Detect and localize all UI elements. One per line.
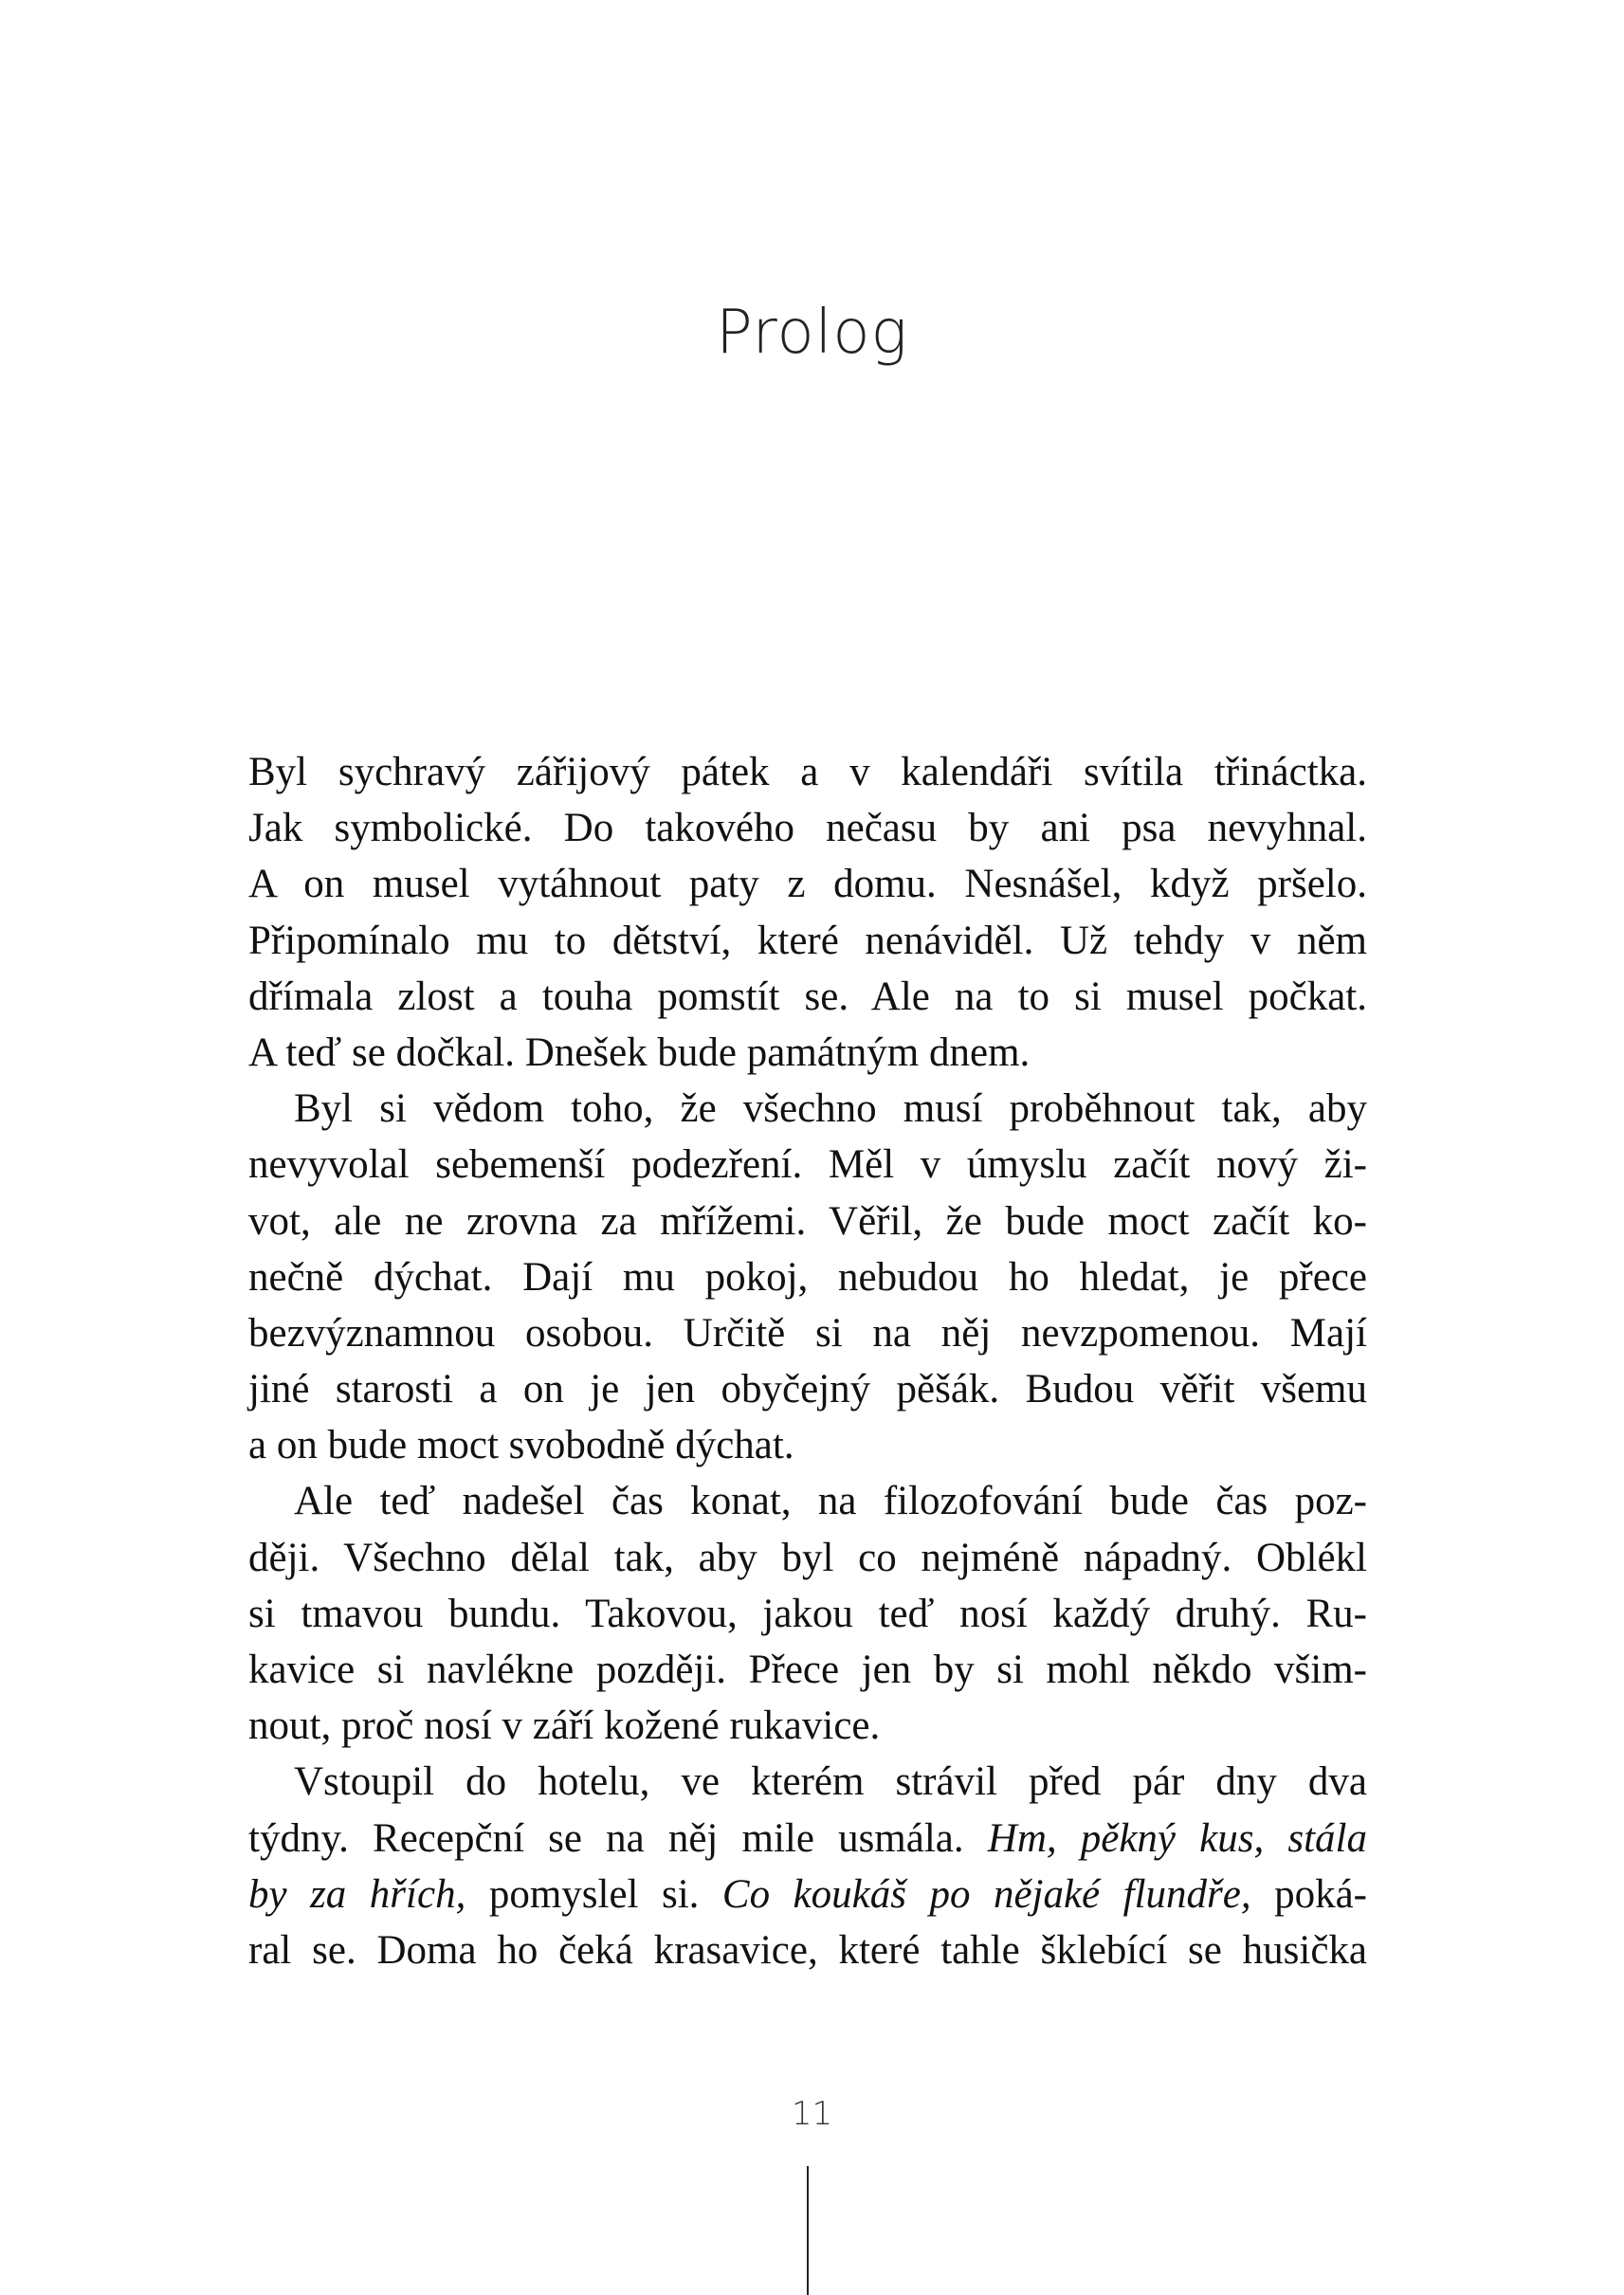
text-line: bezvýznamnou osobou. Určitě si na něj nevzpomenou. Mají [248, 1310, 1367, 1356]
text-line: kavice si navlékne později. Přece jen by si mohl někdo všim- [248, 1648, 1367, 1692]
text-line: Připomínalo mu to dětství, které nenáviděl. Už tehdy v něm [248, 918, 1367, 963]
text-run: pomyslel si. [465, 1871, 722, 1917]
body-text [248, 744, 1367, 1978]
text-line: nout, proč nosí v září kožené rukavice. [248, 1703, 881, 1749]
text-line: ději. Všechno dělal tak, aby byl co nejméně nápadný. Oblékl [248, 1535, 1367, 1580]
italic-run: Hm, pěkný kus, stála [987, 1815, 1367, 1861]
text-line: a on bude moct svobodně dýchat. [248, 1423, 794, 1468]
text-line: A teď se dočkal. Dnešek bude památným dnem. [248, 1029, 1031, 1075]
text-line [248, 1811, 1367, 1867]
text-line: jiné starosti a on je jen obyčejný pěšák. Budou věřit všemu [248, 1367, 1367, 1412]
italic-run: by za hřích, [248, 1871, 466, 1917]
text-line: A on musel vytáhnout paty z domu. Nesnášel, když pršelo. [248, 862, 1367, 907]
page-number: 11 [791, 2095, 833, 2133]
text-line: Vstoupil do hotelu, ve kterém strávil před pár dny dva [294, 1759, 1367, 1805]
text-line: Byl si vědom toho, že všechno musí proběhnout tak, aby [294, 1086, 1367, 1132]
chapter-title: Prolog [716, 297, 908, 368]
text-line: vot, ale ne zrovna za mřížemi. Věřil, že bude moct začít ko- [248, 1198, 1367, 1244]
page-edge-rule [807, 2166, 809, 2295]
text-line: ral se. Doma ho čeká krasavice, které tahle šklebící se husička [248, 1927, 1367, 1973]
text-line: si tmavou bundu. Takovou, jakou teď nosí každý druhý. Ru- [248, 1591, 1367, 1636]
text-run: poká- [1250, 1871, 1368, 1917]
text-run: týdny. Recepční se na něj mile usmála. [248, 1815, 988, 1861]
text-line: Byl sychravý zářijový pátek a v kalendáři svítila třináctka. [248, 750, 1367, 794]
text-line: nevyvolal sebemenší podezření. Měl v úmyslu začít nový ži- [248, 1142, 1367, 1188]
text-line: Ale teď nadešel čas konat, na filozofování bude čas poz- [294, 1479, 1367, 1524]
text-line [248, 1867, 1367, 1922]
text-line: Jak symbolické. Do takového nečasu by ani psa nevyhnal. [248, 806, 1367, 851]
text-line: nečně dýchat. Dají mu pokoj, nebudou ho hledat, je přece [248, 1254, 1367, 1300]
italic-run: Co koukáš po nějaké flundře, [721, 1871, 1251, 1917]
text-line: dřímala zlost a touha pomstít se. Ale na to si musel počkat. [248, 974, 1367, 1019]
